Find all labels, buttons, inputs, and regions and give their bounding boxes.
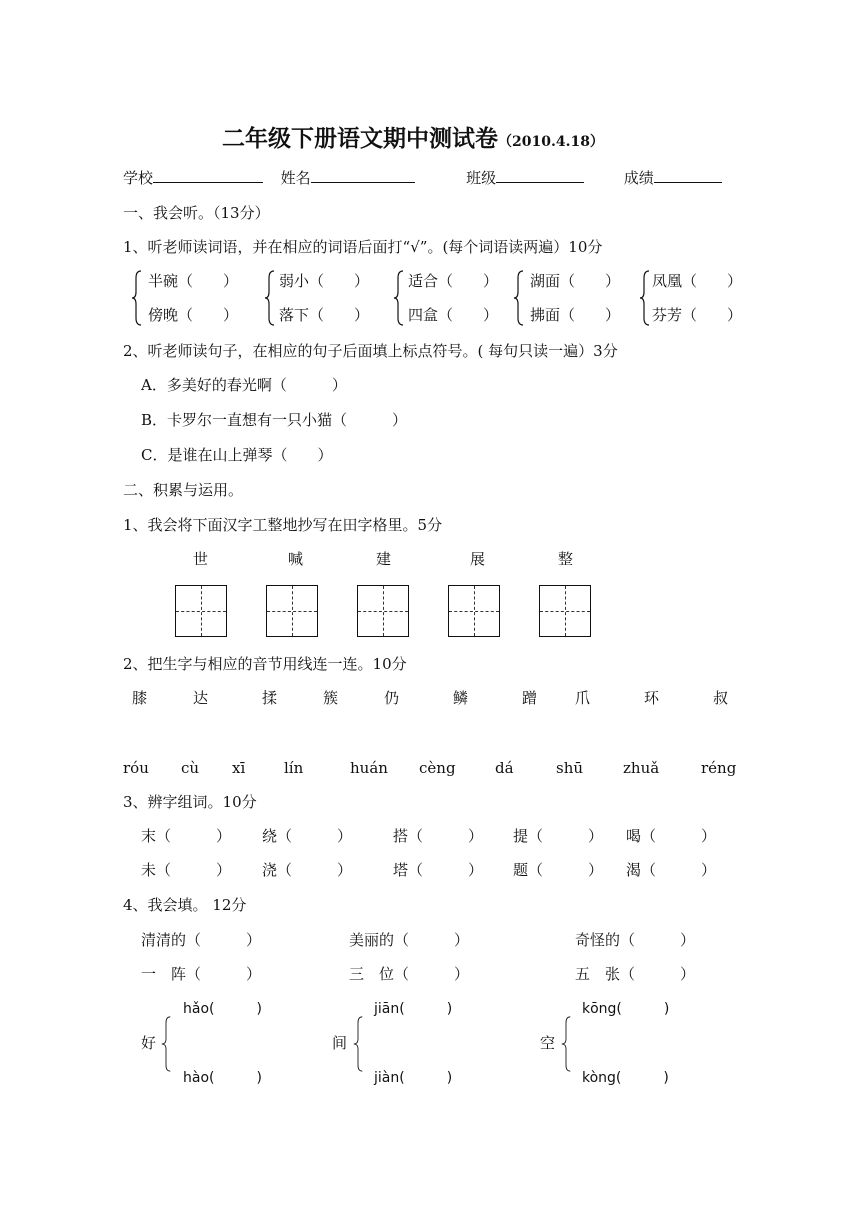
match-pinyin: shū — [556, 759, 584, 777]
word-group-item: 塔（ ） — [393, 861, 484, 879]
match-pinyin: dá — [495, 759, 514, 777]
sentence-b: B．卡罗尔一直想有一只小猫（ ） — [141, 411, 408, 429]
title-date: （2010.4.18） — [498, 134, 604, 150]
tian-grid-2[interactable] — [266, 585, 318, 637]
poly-pinyin-kong1: kōng( ) — [582, 1001, 670, 1017]
pair-4-top: 湖面（ ） — [530, 272, 621, 290]
brace-icon — [132, 270, 142, 326]
section2-heading: 二、积累与运用。 — [123, 481, 244, 499]
brace-icon — [394, 270, 404, 326]
match-char: 环 — [644, 689, 660, 707]
match-char: 爪 — [575, 689, 591, 707]
fill-item: 清清的（ ） — [141, 931, 262, 949]
tian-grid-1[interactable] — [175, 585, 227, 637]
fill-item: 三 位（ ） — [349, 965, 470, 983]
copy-char-4: 展 — [470, 550, 486, 568]
word-group-item: 末（ ） — [141, 827, 232, 845]
word-group-item: 提（ ） — [513, 827, 604, 845]
brace-icon — [561, 1004, 571, 1084]
match-pinyin: lín — [284, 759, 304, 777]
pair-4-bottom: 拂面（ ） — [530, 306, 621, 324]
match-char: 仍 — [384, 689, 400, 707]
poly-pinyin-jian4: jiàn( ) — [374, 1070, 453, 1086]
poly-pinyin-kong4: kòng( ) — [582, 1070, 669, 1086]
section2-q4-text: 4、我会填。 12分 — [123, 896, 247, 914]
brace-icon — [514, 270, 524, 326]
match-pinyin: xī — [232, 759, 246, 777]
pair-3-top: 适合（ ） — [408, 272, 499, 290]
poly-pinyin-hao4: hào( ) — [183, 1070, 262, 1086]
match-char: 簇 — [323, 689, 339, 707]
school-field[interactable] — [153, 168, 263, 183]
copy-char-2: 喊 — [288, 550, 304, 568]
section2-q1-text: 1、我会将下面汉字工整地抄写在田字格里。5分 — [123, 516, 443, 534]
section1-q1-text: 1、听老师读词语，并在相应的词语后面打“√”。(每个词语读两遍）10分 — [123, 238, 603, 256]
word-group-item: 搭（ ） — [393, 827, 484, 845]
school-label: 学校 — [123, 169, 154, 187]
match-char: 蹭 — [522, 689, 538, 707]
class-field[interactable] — [496, 168, 584, 183]
word-group-item: 绕（ ） — [262, 827, 353, 845]
info-line — [123, 168, 722, 187]
section2-q2-text: 2、把生字与相应的音节用线连一连。10分 — [123, 655, 407, 673]
section1-q2-text: 2、听老师读句子，在相应的句子后面填上标点符号。( 每句只读一遍）3分 — [123, 342, 618, 360]
poly-char-hao: 好 — [141, 1034, 157, 1052]
section1-heading: 一、我会听。（13分） — [123, 204, 270, 222]
poly-pinyin-hao3: hǎo( ) — [183, 1001, 262, 1017]
match-char: 鳞 — [453, 689, 469, 707]
match-char: 叔 — [713, 689, 729, 707]
match-pinyin: róu — [123, 759, 149, 777]
class-label: 班级 — [466, 169, 497, 187]
score-field[interactable] — [654, 168, 722, 183]
brace-icon — [265, 270, 275, 326]
fill-item: 一 阵（ ） — [141, 965, 262, 983]
pair-1-top: 半碗（ ） — [148, 272, 239, 290]
name-label: 姓名 — [280, 169, 311, 187]
pair-3-bottom: 四盒（ ） — [408, 306, 499, 324]
brace-icon — [161, 1004, 171, 1084]
brace-icon — [640, 270, 650, 326]
word-group-item: 题（ ） — [513, 861, 604, 879]
match-pinyin: cù — [181, 759, 200, 777]
match-pinyin: huán — [350, 759, 388, 777]
sentence-a: A．多美好的春光啊（ ） — [141, 376, 347, 394]
brace-icon — [353, 1004, 363, 1084]
copy-char-1: 世 — [193, 550, 209, 568]
word-group-item: 渴（ ） — [626, 861, 717, 879]
title-text: 二年级下册语文期中测试卷 — [222, 125, 498, 152]
word-group-item: 未（ ） — [141, 861, 232, 879]
match-pinyin: réng — [701, 759, 737, 777]
tian-grid-4[interactable] — [448, 585, 500, 637]
fill-item: 奇怪的（ ） — [575, 931, 696, 949]
score-label: 成绩 — [623, 169, 654, 187]
name-field[interactable] — [311, 168, 415, 183]
fill-item: 美丽的（ ） — [349, 931, 470, 949]
match-char: 揉 — [262, 689, 278, 707]
word-group-item: 浇（ ） — [262, 861, 353, 879]
copy-char-3: 建 — [376, 550, 392, 568]
match-char: 达 — [193, 689, 209, 707]
tian-grid-5[interactable] — [539, 585, 591, 637]
pair-2-bottom: 落下（ ） — [279, 306, 370, 324]
page-title — [222, 125, 604, 156]
match-char: 膝 — [132, 689, 148, 707]
match-pinyin: zhuǎ — [623, 759, 660, 777]
pair-5-bottom: 芬芳（ ） — [652, 306, 743, 324]
sentence-c: C．是谁在山上弹琴（ ） — [141, 446, 333, 464]
pair-2-top: 弱小（ ） — [279, 272, 370, 290]
fill-item: 五 张（ ） — [575, 965, 696, 983]
pair-1-bottom: 傍晚（ ） — [148, 306, 239, 324]
poly-char-jian: 间 — [332, 1034, 348, 1052]
poly-pinyin-jian1: jiān( ) — [374, 1001, 453, 1017]
copy-char-5: 整 — [558, 550, 574, 568]
word-group-item: 喝（ ） — [626, 827, 717, 845]
tian-grid-3[interactable] — [357, 585, 409, 637]
section2-q3-text: 3、辨字组词。10分 — [123, 793, 257, 811]
pair-5-top: 凤凰（ ） — [652, 272, 743, 290]
match-pinyin: cèng — [419, 759, 456, 777]
poly-char-kong: 空 — [540, 1034, 556, 1052]
